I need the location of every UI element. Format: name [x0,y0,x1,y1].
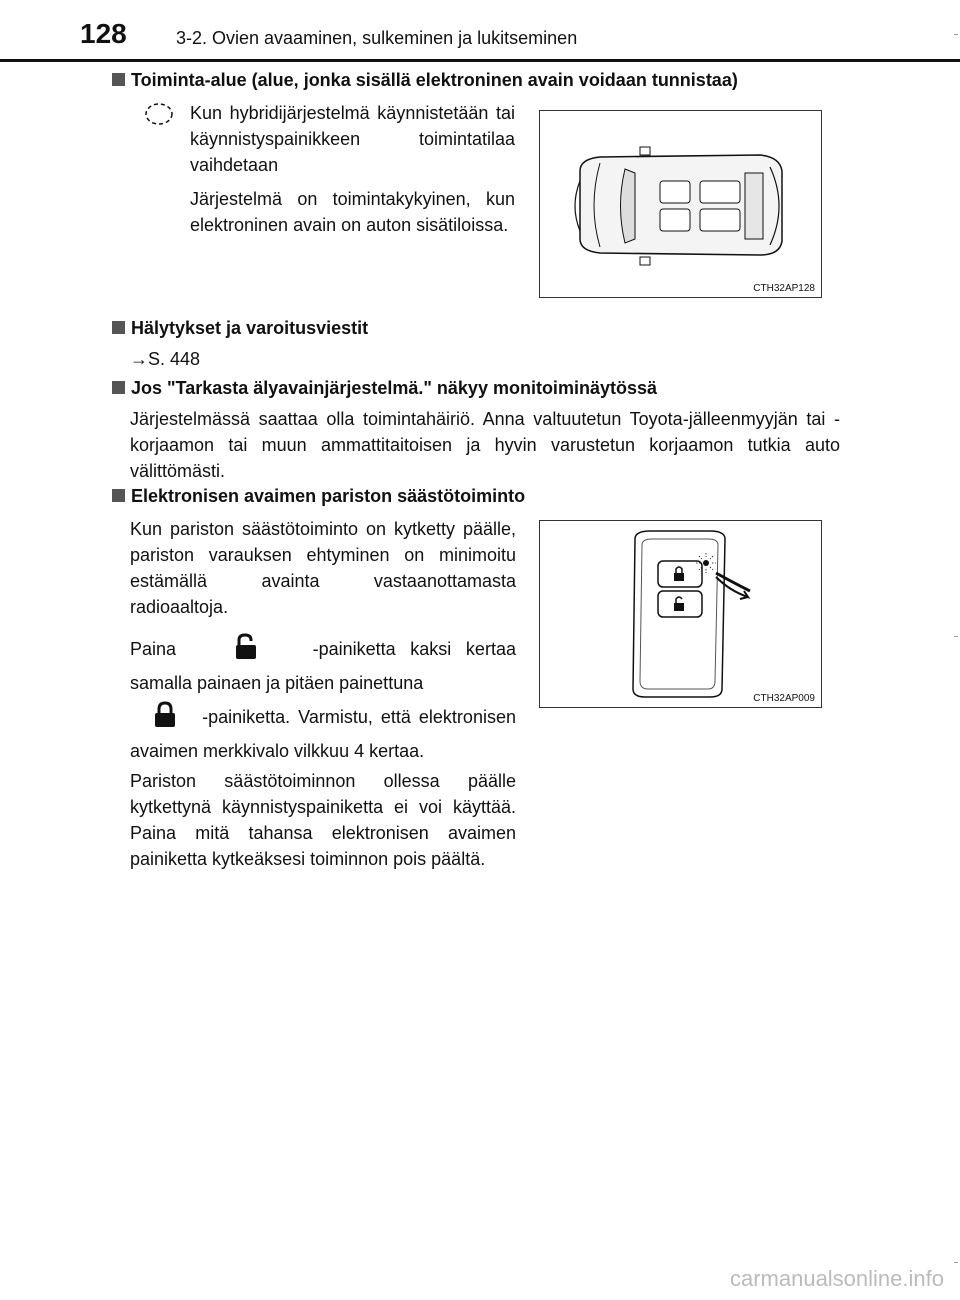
press-word: Paina [130,639,177,659]
crop-mark [954,1262,958,1263]
section-heading-battery: Elektronisen avaimen pariston säästötoiminto [112,486,525,507]
press-text: -painiketta kaksi kertaa samalla painaen ja pitäen painettuna [130,639,516,693]
square-bullet-icon [112,489,125,502]
range-paragraph-1: Kun hybridijärjestelmä käynnistetään tai käynnistyspainikkeen toimintatilaa vaihdetaan [190,103,515,175]
battery-paragraph-3: Pariston säästötoiminnon ollessa päälle kytkettynä käynnistyspainiketta ei voi käyttää. Paina mitä tahansa elektronisen avaimen painiketta kytkeäksesi toiminnon pois päältä. [130,771,516,869]
battery-text [130,516,516,872]
page-header [0,0,960,66]
alarms-reference: →S. 448 [130,349,201,369]
figure-code: CTH32AP009 [753,693,815,704]
car-top-view-illustration [540,111,821,297]
lock-icon [152,701,178,729]
battery-paragraph-1: Kun pariston säästötoiminto on kytketty päälle, pariston varauksen ehtyminen on minimoitu estämällä avainta vastaanottamasta radioaaltoja. [130,519,516,617]
section-heading-range: Toiminta-alue (alue, jonka sisällä elektroninen avain voidaan tunnistaa) [112,70,738,91]
crop-mark [954,636,958,637]
crop-mark [954,34,958,35]
square-bullet-icon [112,381,125,394]
range-text [190,100,515,238]
dashed-zone-icon [144,102,174,126]
section-heading-check: Jos "Tarkasta älyavainjärjestelmä." näkyy monitoiminäytössä [112,378,657,399]
battery-press-instruction [130,632,516,768]
car-range-figure [539,110,822,298]
square-bullet-icon [112,321,125,334]
chapter-title: 3-2. Ovien avaaminen, sulkeminen ja lukitseminen [176,28,578,48]
page-number: 128 [80,18,127,49]
section-heading-alarms: Hälytykset ja varoitusviestit [112,318,368,339]
check-paragraph: Järjestelmässä saattaa olla toimintahäiriö. Anna valtuutetun Toyota-jälleenmyyjän tai -korjaamon tai muun ammattitaitoisen ja hyvin varustetun korjaamon tutkia auto välittömästi. [130,409,840,481]
key-fob-figure [539,520,822,708]
press-text-2: -painiketta. Varmistu, että elektronisen avaimen merkkivalo vilkkuu 4 kertaa. [130,707,516,761]
header-rule [0,59,960,62]
figure-code: CTH32AP128 [753,283,815,294]
square-bullet-icon [112,73,125,86]
watermark: carmanualsonline.info [729,1266,944,1291]
unlock-icon [233,633,259,661]
range-paragraph-2: Järjestelmä on toimintakykyinen, kun elektroninen avain on auton sisätiloissa. [190,189,515,235]
key-fob-illustration [540,521,821,707]
